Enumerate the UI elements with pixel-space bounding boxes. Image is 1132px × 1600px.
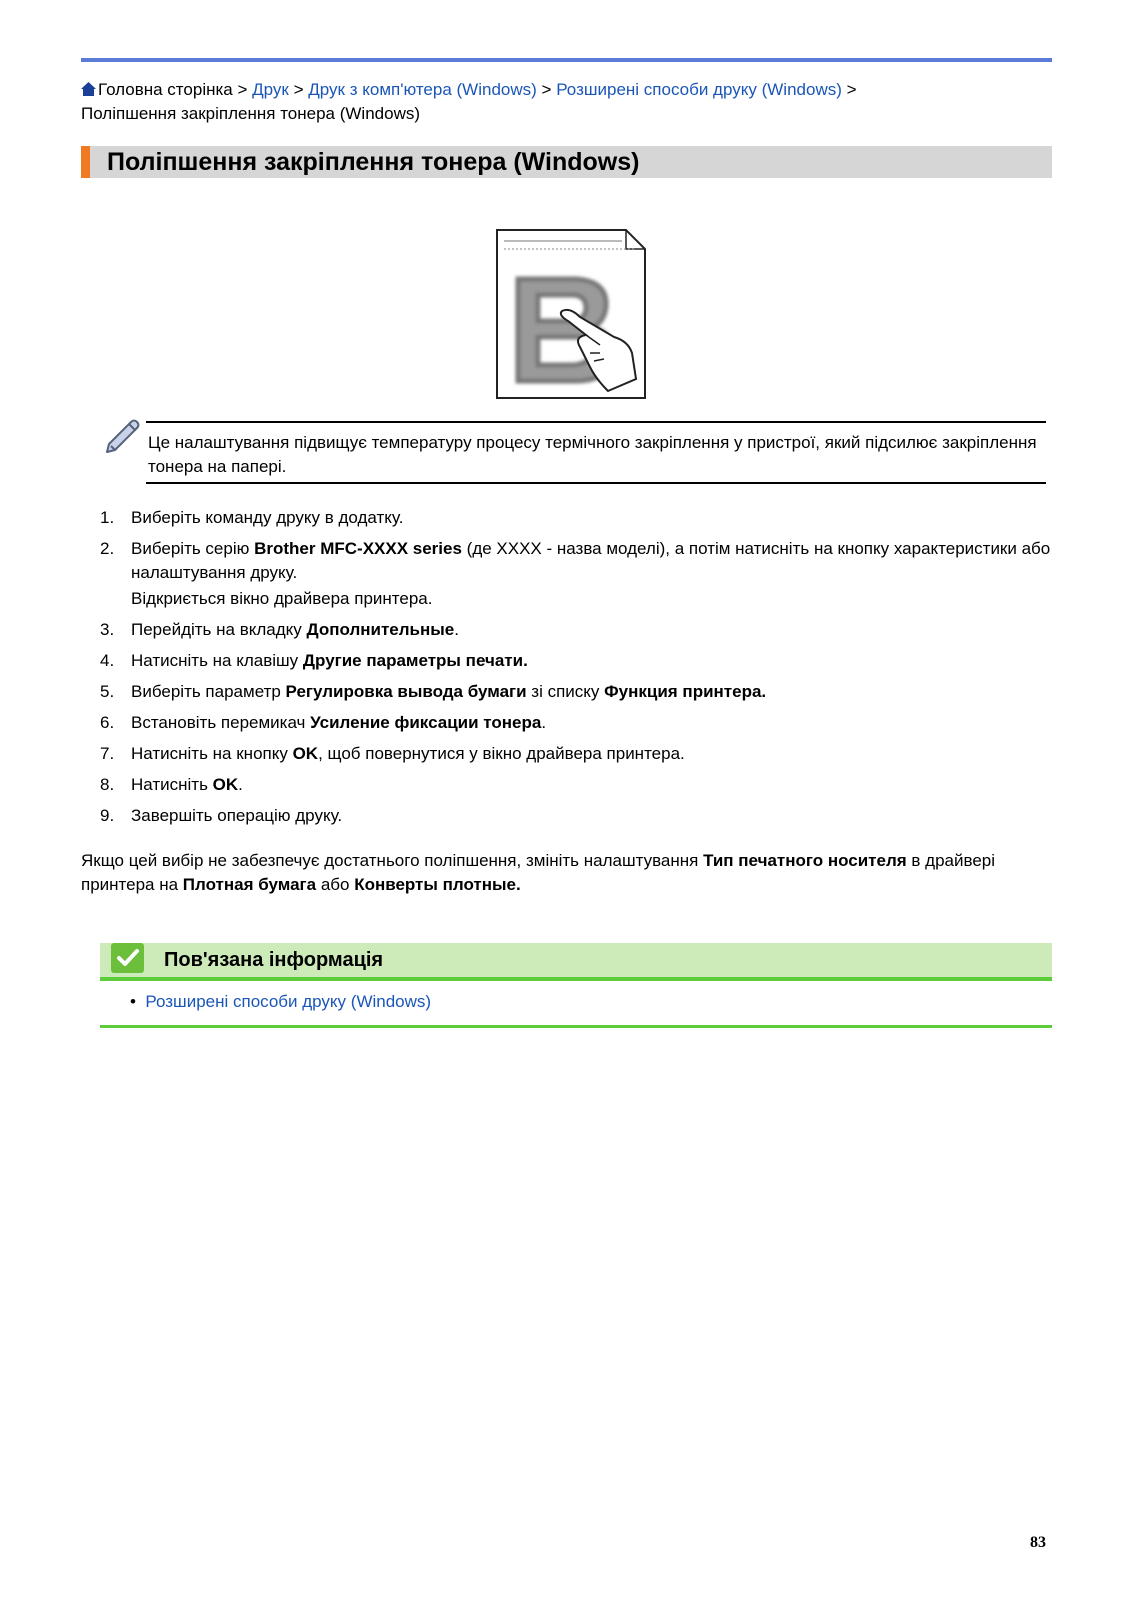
paragraph-bold: Конверты плотные.: [354, 875, 521, 894]
step-item: [100, 773, 1060, 797]
step-text: Натисніть: [131, 775, 213, 794]
paragraph-bold: Тип печатного носителя: [703, 851, 907, 870]
checkmark-icon: [111, 943, 144, 973]
related-info-bottom-rule: [100, 1025, 1052, 1028]
step-text: .: [238, 775, 243, 794]
step-text: (де XXXX - назва моделі), а потім натисніть на кнопку характеристики або налаштування друку.: [131, 539, 1051, 582]
note-text: Це налаштування підвищує температуру процесу термічного закріплення у пристрої, який підсилює закріплення тонера на папері.: [148, 433, 1037, 476]
step-subtext: Відкриється вікно драйвера принтера.: [131, 589, 433, 608]
steps-list: [100, 506, 1060, 835]
note-rule-bottom: [146, 482, 1046, 484]
breadcrumb: [81, 78, 1061, 126]
step-number: 8.: [100, 775, 115, 794]
breadcrumb-link-advanced-printing[interactable]: Розширені способи друку (Windows): [556, 80, 842, 99]
step-text: Встановіть перемикач: [131, 713, 311, 732]
bullet: •: [130, 992, 136, 1011]
step-text: зі списку: [526, 682, 605, 701]
breadcrumb-separator: >: [237, 80, 248, 99]
step-number: 9.: [100, 806, 115, 825]
step-text: Виберіть серію: [131, 539, 255, 558]
paragraph-text: або: [316, 875, 355, 894]
step-item: [100, 804, 1060, 828]
related-list-item: [130, 990, 431, 1014]
breadcrumb-separator: >: [293, 80, 304, 99]
note-rule-top: [146, 421, 1046, 423]
breadcrumb-current: Поліпшення закріплення тонера (Windows): [81, 104, 421, 123]
breadcrumb-link-print-from-computer[interactable]: Друк з комп'ютера (Windows): [308, 80, 537, 99]
toner-fix-illustration: [496, 229, 646, 399]
step-item: [100, 742, 1060, 766]
breadcrumb-link-print[interactable]: Друк: [252, 80, 289, 99]
step-bold: OK: [212, 775, 239, 794]
related-link-advanced-printing[interactable]: Розширені способи друку (Windows): [145, 992, 432, 1011]
step-bold: Brother MFC-XXXX series: [254, 539, 462, 558]
tip-paragraph: [81, 849, 1056, 897]
step-number: 4.: [100, 651, 115, 670]
step-text: Натисніть на клавішу: [131, 651, 303, 670]
breadcrumb-home[interactable]: Головна сторінка: [98, 80, 233, 99]
step-number: 7.: [100, 744, 115, 763]
home-icon[interactable]: [81, 82, 96, 96]
step-text: Натисніть на кнопку: [131, 744, 293, 763]
header-rule: [81, 58, 1052, 62]
step-text: Виберіть параметр: [131, 682, 286, 701]
step-number: 3.: [100, 620, 115, 639]
step-text: Перейдіть на вкладку: [131, 620, 307, 639]
step-bold: OK: [292, 744, 319, 763]
paragraph-text: Якщо цей вибір не забезпечує достатнього поліпшення, змініть налаштування: [81, 851, 704, 870]
step-number: 1.: [100, 508, 115, 527]
step-number: 5.: [100, 682, 115, 701]
step-item: [100, 506, 1060, 530]
step-item: [100, 649, 1060, 673]
step-bold: Усиление фиксации тонера: [310, 713, 542, 732]
step-text: Завершіть операцію друку.: [131, 806, 343, 825]
related-info-header: [100, 943, 1052, 981]
step-bold: Регулировка вывода бумаги: [285, 682, 527, 701]
breadcrumb-separator: >: [541, 80, 552, 99]
breadcrumb-separator: >: [846, 80, 857, 99]
step-text: Виберіть команду друку в додатку.: [131, 508, 404, 527]
page-title: Поліпшення закріплення тонера (Windows): [107, 148, 640, 176]
step-item: [100, 618, 1060, 642]
paragraph-text: в драйвері принтера на: [81, 851, 996, 894]
step-item: [100, 537, 1060, 611]
step-bold: Дополнительные: [306, 620, 455, 639]
step-text: .: [541, 713, 547, 732]
step-bold: Функция принтера.: [604, 682, 767, 701]
page-number: 83: [1030, 1534, 1046, 1551]
paragraph-bold: Плотная бумага: [182, 875, 317, 894]
page-title-bar: [81, 146, 1052, 178]
pencil-icon: [103, 414, 143, 454]
step-number: 6.: [100, 713, 115, 732]
related-info-title: Пов'язана інформація: [164, 949, 384, 971]
step-text: , щоб повернутися у вікно драйвера принтера.: [318, 744, 685, 763]
step-number: 2.: [100, 539, 115, 558]
title-accent: [81, 146, 90, 178]
step-item: [100, 680, 1060, 704]
step-text: .: [454, 620, 459, 639]
step-item: [100, 711, 1060, 735]
step-bold: Другие параметры печати.: [302, 651, 528, 670]
